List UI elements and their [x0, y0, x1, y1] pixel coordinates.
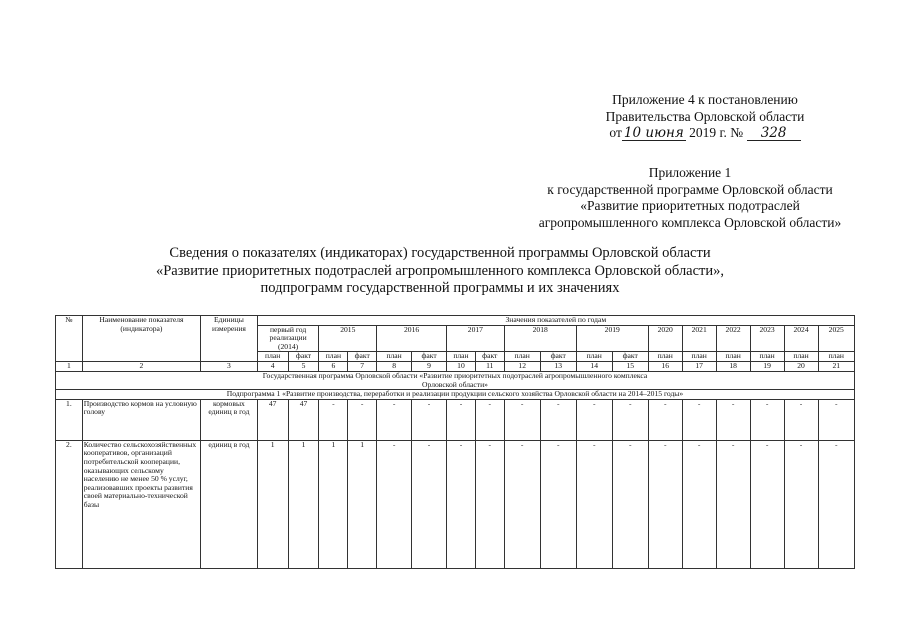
value-cell: 47: [288, 399, 319, 440]
header-plan: план: [716, 352, 750, 362]
header-year: 2024: [784, 325, 818, 352]
indicator-name: Производство кормов на условную голову: [82, 399, 200, 440]
value-cell: -: [612, 440, 648, 568]
appendix-4-date-line: [560, 125, 850, 142]
column-number: 10: [447, 361, 476, 371]
value-cell: -: [784, 440, 818, 568]
value-cell: -: [377, 440, 412, 568]
value-cell: -: [612, 399, 648, 440]
handwritten-date: 10 июня: [623, 125, 684, 141]
header-fact: факт: [412, 352, 447, 362]
header-plan: план: [576, 352, 612, 362]
header-year: 2019: [576, 325, 648, 352]
value-cell: -: [648, 399, 682, 440]
value-cell: -: [576, 399, 612, 440]
appendix-4-header: [560, 92, 850, 142]
title-line2: «Развитие приоритетных подотраслей агропромышленного комплекса Орловской области»,: [155, 262, 725, 279]
value-cell: -: [784, 399, 818, 440]
row-number: 1.: [56, 399, 83, 440]
value-cell: -: [319, 399, 348, 440]
value-cell: -: [750, 440, 784, 568]
column-number: 6: [319, 361, 348, 371]
column-number: 2: [82, 361, 200, 371]
appendix-1-line1: Приложение 1: [648, 165, 732, 180]
indicator-name: Количество сельскохозяйственных кооперативов, организаций потребительской кооперации, оказывающих сельскому населению не менее 50 % услуг, реализовавших проекты развития своей материально-технической базы: [82, 440, 200, 568]
value-cell: 1: [348, 440, 377, 568]
table-row: [56, 399, 855, 440]
value-cell: -: [750, 399, 784, 440]
column-number: 11: [475, 361, 504, 371]
header-year: 2021: [682, 325, 716, 352]
appendix-1-header: [510, 165, 870, 231]
value-cell: 1: [288, 440, 319, 568]
handwritten-number: 328: [747, 127, 801, 141]
column-number: 21: [818, 361, 854, 371]
value-cell: -: [818, 440, 854, 568]
value-cell: 1: [319, 440, 348, 568]
column-number: 8: [377, 361, 412, 371]
column-number: 1: [56, 361, 83, 371]
column-number: 3: [201, 361, 258, 371]
from-label: от: [609, 125, 622, 140]
header-year: 2015: [319, 325, 377, 352]
header-values: Значения показателей по годам: [257, 316, 854, 326]
appendix-1-line4: агропромышленного комплекса Орловской области»: [538, 214, 842, 230]
header-fact: факт: [540, 352, 576, 362]
indicator-unit: единиц в год: [201, 440, 258, 568]
title-line1: Сведения о показателях (индикаторах) государственной программы Орловской области: [169, 245, 711, 261]
header-name: Наименование показателя (индикатора): [82, 316, 200, 362]
column-number: 13: [540, 361, 576, 371]
value-cell: -: [716, 399, 750, 440]
column-number: 16: [648, 361, 682, 371]
header-plan: план: [319, 352, 348, 362]
appendix-1-line3: «Развитие приоритетных подотраслей: [580, 198, 800, 213]
column-number: 5: [288, 361, 319, 371]
value-cell: -: [412, 440, 447, 568]
value-cell: 1: [257, 440, 288, 568]
value-cell: -: [682, 440, 716, 568]
header-plan: план: [377, 352, 412, 362]
header-year: 2018: [504, 325, 576, 352]
appendix-1-line2: к государственной программе Орловской области: [547, 181, 833, 197]
header-plan: план: [750, 352, 784, 362]
header-plan: план: [504, 352, 540, 362]
value-cell: -: [475, 440, 504, 568]
value-cell: -: [475, 399, 504, 440]
column-number: 19: [750, 361, 784, 371]
column-number: 4: [257, 361, 288, 371]
header-unit: Единицы измерения: [201, 316, 258, 362]
value-cell: -: [648, 440, 682, 568]
header-year: 2016: [377, 325, 447, 352]
header-year: 2017: [447, 325, 505, 352]
value-cell: -: [576, 440, 612, 568]
header-plan: план: [447, 352, 476, 362]
column-number: 7: [348, 361, 377, 371]
column-number: 12: [504, 361, 540, 371]
value-cell: -: [540, 399, 576, 440]
value-cell: -: [504, 440, 540, 568]
value-cell: -: [412, 399, 447, 440]
header-fact: факт: [612, 352, 648, 362]
indicators-table: [55, 315, 855, 569]
header-plan: план: [648, 352, 682, 362]
value-cell: -: [447, 440, 476, 568]
column-number: 9: [412, 361, 447, 371]
header-first-year: первый год реализации (2014): [257, 325, 319, 352]
value-cell: -: [540, 440, 576, 568]
column-number: 18: [716, 361, 750, 371]
header-fact: факт: [475, 352, 504, 362]
value-cell: -: [716, 440, 750, 568]
header-fact: факт: [348, 352, 377, 362]
header-no: №: [56, 316, 83, 362]
value-cell: -: [447, 399, 476, 440]
header-plan: план: [784, 352, 818, 362]
title-line3: подпрограмм государственной программы и их значениях: [260, 280, 620, 296]
header-plan: план: [682, 352, 716, 362]
value-cell: 47: [257, 399, 288, 440]
column-number: 20: [784, 361, 818, 371]
appendix-4-line1: Приложение 4 к постановлению: [612, 92, 798, 107]
header-year: 2022: [716, 325, 750, 352]
value-cell: -: [377, 399, 412, 440]
program-banner-text: Государственная программа Орловской области «Развитие приоритетных подотраслей агропромышленного комплекса Орловской области»: [262, 371, 648, 389]
value-cell: -: [348, 399, 377, 440]
table-row: [56, 440, 855, 568]
subprogram-banner: [56, 390, 855, 400]
program-banner: [56, 371, 855, 389]
indicator-unit: кормовых единиц в год: [201, 399, 258, 440]
header-fact: факт: [288, 352, 319, 362]
column-number: 15: [612, 361, 648, 371]
column-number: 17: [682, 361, 716, 371]
header-year: 2020: [648, 325, 682, 352]
appendix-4-line2: Правительства Орловской области: [605, 108, 805, 124]
value-cell: -: [818, 399, 854, 440]
value-cell: -: [682, 399, 716, 440]
document-title: [80, 245, 800, 298]
year-number-label: 2019 г. №: [689, 125, 744, 140]
column-number: 14: [576, 361, 612, 371]
column-numbers-row: [56, 361, 855, 371]
header-plan: план: [818, 352, 854, 362]
row-number: 2.: [56, 440, 83, 568]
header-year: 2025: [818, 325, 854, 352]
value-cell: -: [504, 399, 540, 440]
header-plan: план: [257, 352, 288, 362]
subprogram-banner-text: Подпрограмма 1 «Развитие производства, переработки и реализации продукции сельского хозяйства Орловской области на 2014–2015 годы»: [226, 389, 684, 399]
header-year: 2023: [750, 325, 784, 352]
